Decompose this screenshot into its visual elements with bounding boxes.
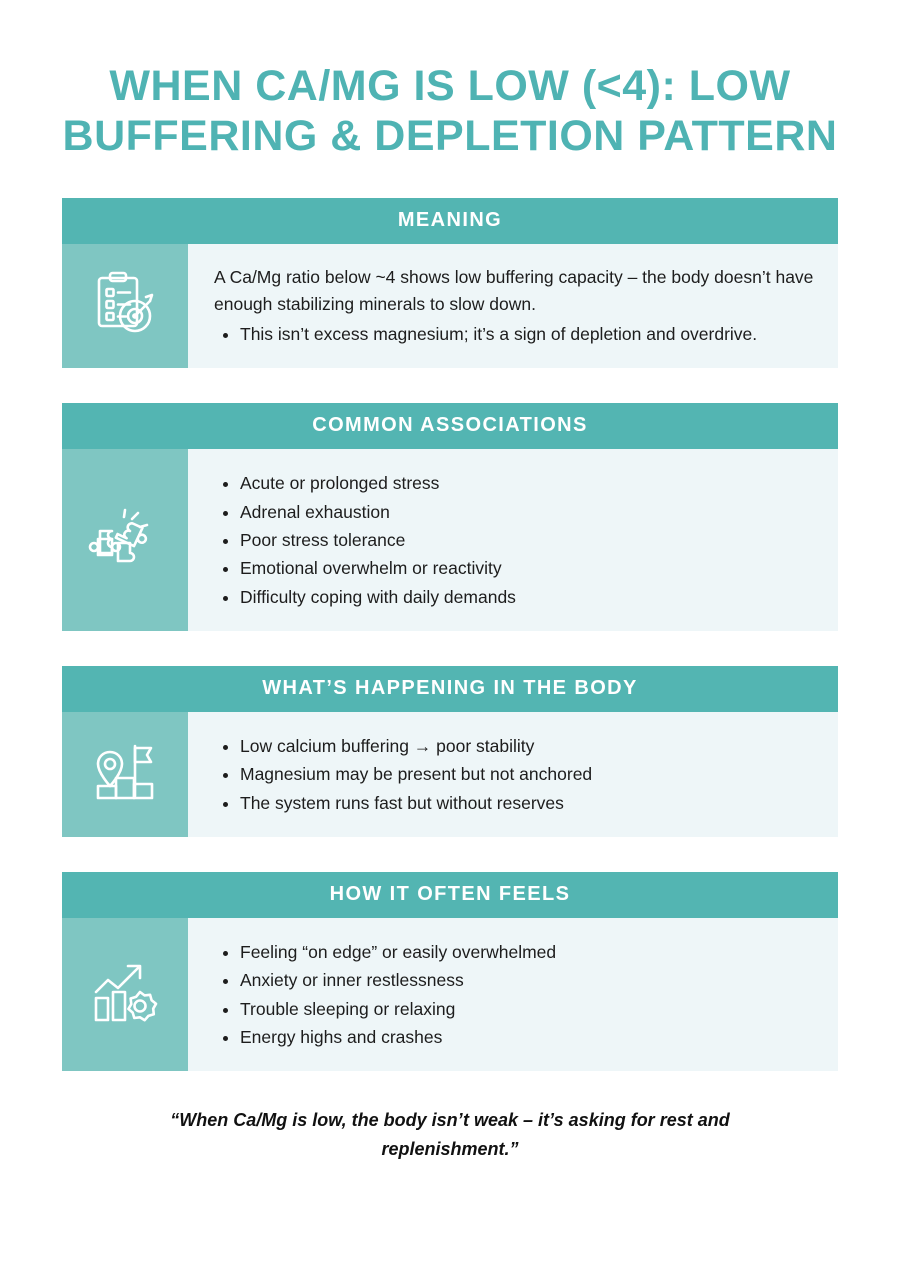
section-body	[62, 244, 838, 369]
infographic-page	[0, 62, 900, 1262]
content-cell	[188, 244, 838, 369]
list-item: • Difficulty coping with daily demands	[240, 583, 814, 611]
section-body	[62, 918, 838, 1071]
puzzle-pieces-icon	[88, 503, 162, 577]
list-item: • Trouble sleeping or relaxing	[240, 995, 814, 1023]
list-item: • Low calcium buffering → poor stability	[240, 732, 814, 760]
section-body	[62, 449, 838, 631]
content-cell	[188, 712, 838, 837]
content-cell	[188, 918, 838, 1071]
section-header: WHAT’S HAPPENING IN THE BODY	[62, 666, 838, 712]
section-bullets	[214, 938, 814, 1051]
list-item: • Emotional overwhelm or reactivity	[240, 554, 814, 582]
section-header: MEANING	[62, 198, 838, 244]
section-meaning	[62, 198, 838, 369]
section-how-it-feels	[62, 872, 838, 1071]
location-flag-podium-icon	[88, 738, 162, 812]
list-item: • The system runs fast but without reserves	[240, 789, 814, 817]
list-item: • This isn’t excess magnesium; it’s a sign of depletion and overdrive.	[240, 320, 814, 348]
growth-chart-badge-icon	[88, 958, 162, 1032]
list-item: • Magnesium may be present but not anchored	[240, 760, 814, 788]
section-whats-happening	[62, 666, 838, 837]
list-item: • Energy highs and crashes	[240, 1023, 814, 1051]
content-cell	[188, 449, 838, 631]
list-item: • Anxiety or inner restlessness	[240, 966, 814, 994]
list-item: • Feeling “on edge” or easily overwhelmed	[240, 938, 814, 966]
section-bullets	[214, 732, 814, 817]
section-paragraph: A Ca/Mg ratio below ~4 shows low buffering capacity – the body doesn’t have enough stabilizing minerals to slow down.	[214, 266, 814, 314]
icon-cell	[62, 712, 188, 837]
clipboard-target-icon	[88, 269, 162, 343]
section-header: HOW IT OFTEN FEELS	[62, 872, 838, 918]
list-item: • Adrenal exhaustion	[240, 498, 814, 526]
icon-cell	[62, 244, 188, 369]
footer-quote: “When Ca/Mg is low, the body isn’t weak – it’s asking for rest and replenishment.”	[170, 1110, 730, 1160]
section-bullets	[214, 469, 814, 611]
section-body	[62, 712, 838, 837]
section-common-associations	[62, 403, 838, 631]
section-header: COMMON ASSOCIATIONS	[62, 403, 838, 449]
icon-cell	[62, 449, 188, 631]
section-bullets	[214, 320, 814, 348]
sections-list	[62, 198, 838, 1072]
page-title: WHEN CA/MG IS LOW (<4): LOW BUFFERING & DEPLETION PATTERN	[62, 62, 838, 160]
icon-cell	[62, 918, 188, 1071]
list-item: • Acute or prolonged stress	[240, 469, 814, 497]
list-item: • Poor stress tolerance	[240, 526, 814, 554]
